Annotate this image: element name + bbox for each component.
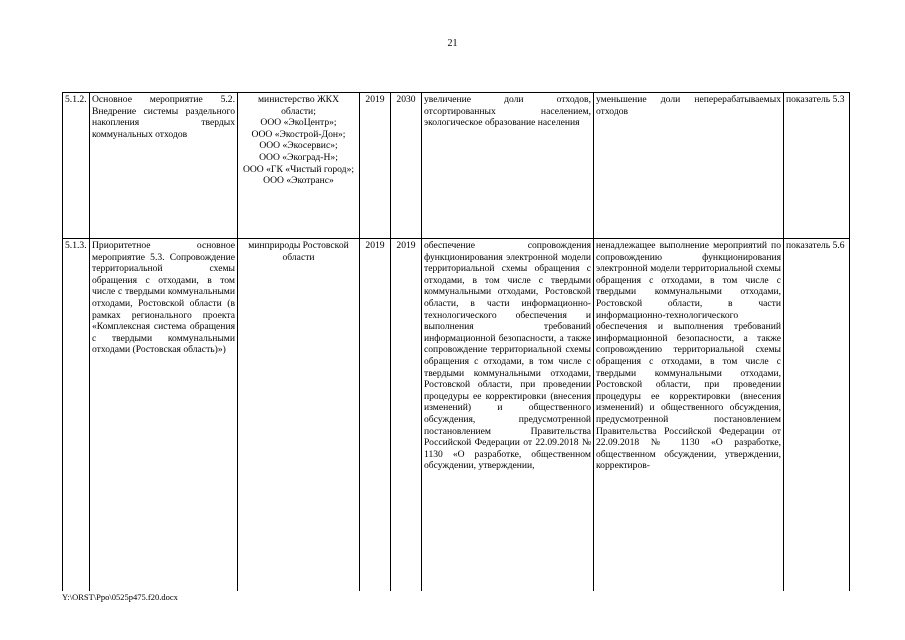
measures-table — [62, 92, 850, 591]
measure-name: Приоритетное основное мероприятие 5.3. Сопровождение территориальной схемы обращения с отходами, в том числе с твердыми коммунальными отходами, Ростовской области (в рамках регионального проекта «Комплексная система обращения с твердыми коммунальными отходами (Ростовская область)») — [90, 239, 238, 591]
start-year: 2019 — [360, 239, 391, 591]
table-row — [63, 239, 850, 591]
measure-name: Основное мероприятие 5.2. Внедрение системы раздельного накопления твердых коммунальных отходов — [90, 93, 238, 239]
consequence: уменьшение доли неперерабатываемых отходов — [594, 93, 784, 239]
table-row — [63, 93, 850, 239]
end-year: 2019 — [391, 239, 422, 591]
executor-line: ООО «ГК «Чистый город»; — [242, 163, 355, 175]
executor-line: минприроды Ростовской области — [248, 240, 349, 263]
executor-line: министерство ЖКХ области; — [257, 94, 339, 117]
consequence: ненадлежащее выполнение мероприятий по сопровождению функционирования электронной модели территориальной схемы обращения с отходами, в том числе с твердыми коммунальными отходами, Ростовской области, в части информационно-технологического обеспечения и выполнения требований информационной безопасности, а также сопровождению территориальной схемы обращения с отходами, в том числе с твердыми коммунальными отходами, Ростовской области, при проведении процедуры ее корректировки (внесения изменений) и общественного обсуждения, предусмотренной постановлением Правительства Российской Федерации от 22.09.2018 № 1130 «О разработке, общественном обсуждении, утверждении, корректиров- — [594, 239, 784, 591]
executor-line: ООО «Экострой-Дон»; — [251, 128, 346, 140]
start-year: 2019 — [360, 93, 391, 239]
row-number: 5.1.3. — [63, 239, 90, 591]
expected-result: обеспечение сопровождения функционирования электронной модели территориальной схемы обращения с отходами, в том числе с твердыми коммунальными отходами, Ростовской области, в части информационно-технологического обеспечения и выполнения требований информационной безопасности, а также сопровождение территориальной схемы обращения с отходами, в том числе с твердыми коммунальными отходами, Ростовской области, при проведении процедуры ее корректировки (внесения изменений) и общественного обсуждения, предусмотренной постановлением Правительства Российской Федерации от 22.09.2018 № 1130 «О разработке, общественном обсуждении, утверждении, — [422, 239, 594, 591]
end-year: 2030 — [391, 93, 422, 239]
file-path-footer: Y:\ORST\Ppo\0525p475.f20.docx — [62, 592, 178, 602]
row-number: 5.1.2. — [63, 93, 90, 239]
executor-cell — [238, 93, 360, 239]
expected-result: увеличение доли отходов, отсортированных населением, экологическое образование населения — [422, 93, 594, 239]
executor-line: ООО «Экоград-Н»; — [259, 151, 338, 163]
indicator-link: показатель 5.6 — [784, 239, 850, 591]
page-number: 21 — [447, 38, 458, 49]
executor-cell — [238, 239, 360, 591]
indicator-link: показатель 5.3 — [784, 93, 850, 239]
executor-line: ООО «Экотранс» — [263, 175, 334, 187]
executor-line: ООО «ЭкоЦентр»; — [260, 117, 337, 129]
executor-line: ООО «Экосервис»; — [259, 140, 338, 152]
